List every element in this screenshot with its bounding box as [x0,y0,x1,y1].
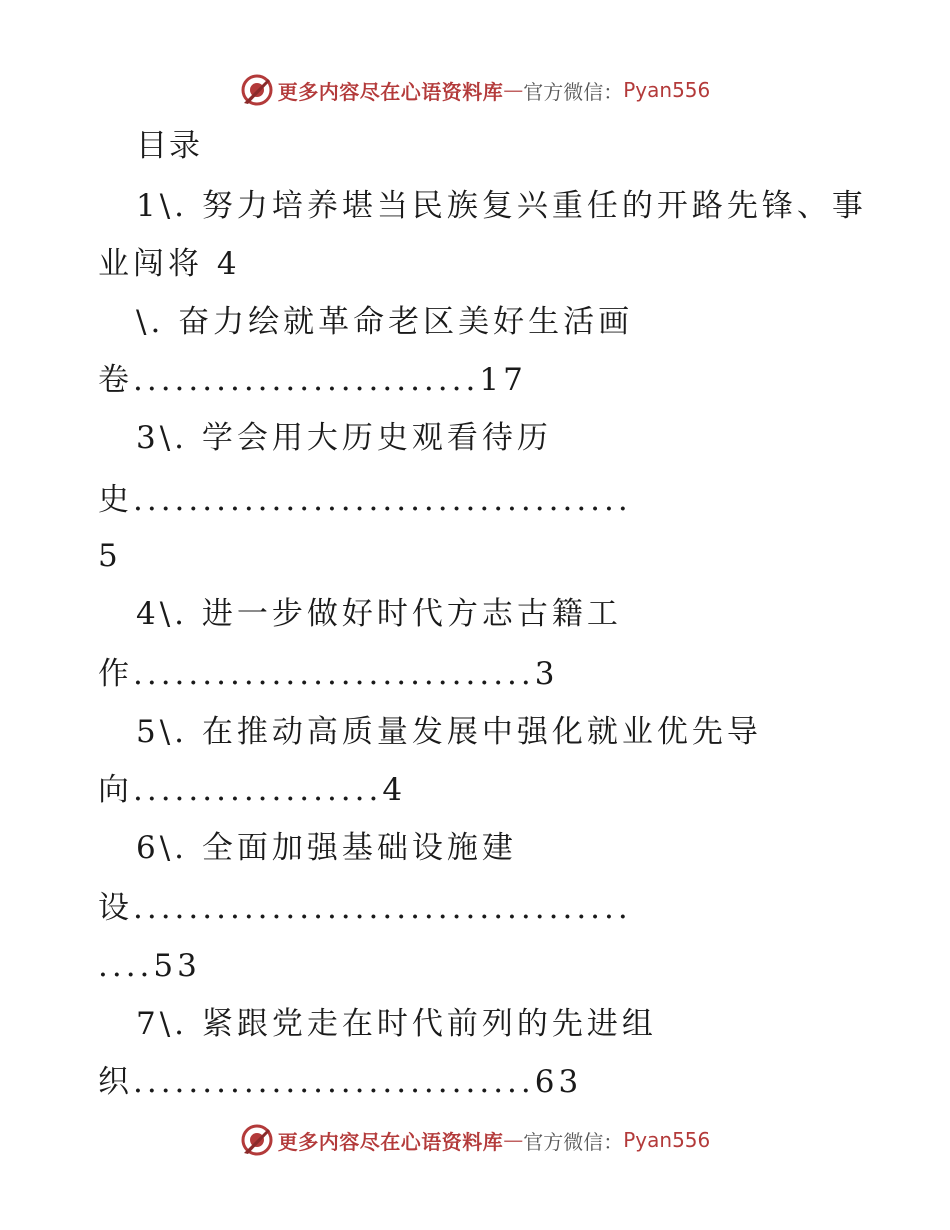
footer-banner [0,1120,950,1160]
toc-line: 史.................................... [98,482,632,518]
toc-line: 1\. 努力培养堪当民族复兴重任的开路先锋、事 [136,188,867,224]
wechat-id: Pyan556 [623,78,711,102]
toc-line: 设.................................... [98,890,632,926]
header-banner [0,70,950,110]
toc-line: 5\. 在推动高质量发展中强化就业优先导 [136,714,762,750]
toc-line: 业闯将 4 [98,246,241,282]
banner-dash: — [503,78,524,102]
toc-line: 7\. 紧跟党走在时代前列的先进组 [136,1006,657,1042]
quill-pen-icon [240,73,274,107]
wechat-id: Pyan556 [623,1128,711,1152]
toc-line: ....53 [98,948,201,984]
toc-title: 目录 [136,128,202,164]
toc-line: 4\. 进一步做好时代方志古籍工 [136,596,622,632]
toc-line: 6\. 全面加强基础设施建 [136,830,517,866]
toc-line: 3\. 学会用大历史观看待历 [136,420,552,456]
toc-line: \. 奋力绘就革命老区美好生活画 [136,304,634,340]
toc-line: 向..................4 [98,772,407,808]
site-name: 更多内容尽在心语资料库 [277,79,504,104]
toc-line: 织.............................63 [98,1064,583,1100]
toc-line: 5 [98,538,122,574]
wechat-label: 官方微信： [523,79,624,104]
toc-line: 作.............................3 [98,656,559,692]
toc-line: 卷.........................17 [98,362,527,398]
banner-dash: — [503,1128,524,1152]
quill-pen-icon [240,1123,274,1157]
wechat-label: 官方微信： [523,1129,624,1154]
site-name: 更多内容尽在心语资料库 [277,1129,504,1154]
